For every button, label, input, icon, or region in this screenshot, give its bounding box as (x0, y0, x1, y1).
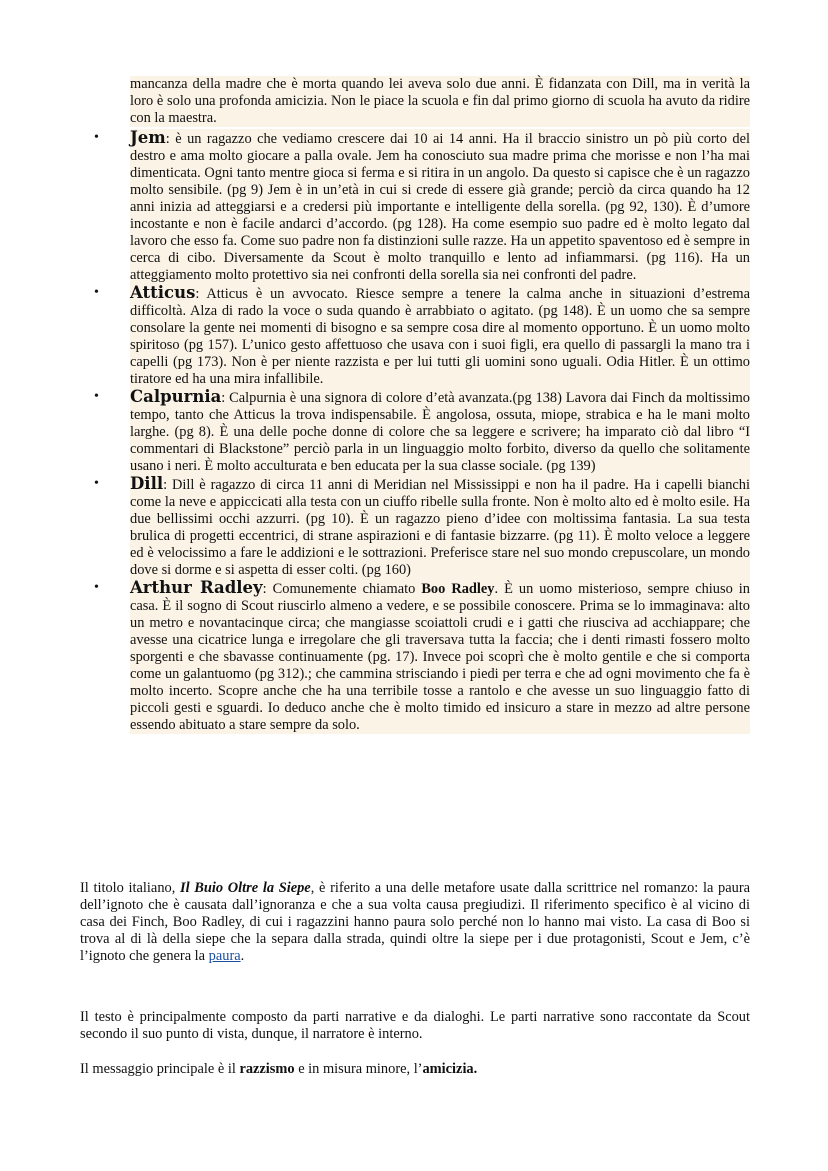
paura-link[interactable]: paura (208, 948, 241, 964)
character-description: : Calpurnia è una signora di colore d’età avanzata.(pg 138) Lavora dai Finch da moltissimo tempo, tanto che Atticus la trova indispensabile. È angolosa, ossuta, miope, strabica e ha le mani molto larghe. (pg 8). È una delle poche donne di colore che sa leggere e scrivere; ha imparato ciò dal libro “I commentari di Blackstone” perciò parla in un linguaggio molto forbito, diverso da quello che solitamente usano i neri. È molto acculturata e ben educata per la sua classe sociale. (pg 139) (130, 390, 750, 474)
character-name: Jem (130, 128, 166, 147)
bullet-icon: • (94, 580, 99, 595)
message-friendship: amicizia. (422, 1061, 478, 1077)
book-title: Il Buio Oltre la Siepe (180, 880, 311, 896)
character-description: : Dill è ragazzo di circa 11 anni di Meridian nel Mississippi e non ha il padre. Ha i capelli bianchi come la neve e appiccicati alla testa con un ciuffo ribelle sulla fronte. Non è molto alto ed è molto esile. Ha due bellissimi occhi azzurri. (pg 10). È un ragazzo pieno d’idee con moltissima fantasia. La sua testa brulica di progetti eccentrici, di strane aspirazioni e di fantasie bizzarre. (pg 11). È molto veloce a leggere ed è velocissimo a fare le addizioni e le sottrazioni. Preferisce stare nel suo mondo crepuscolare, un mondo dove si dorme e si aspetta di esser colti. (pg 160) (130, 477, 750, 578)
bullet-icon: • (94, 130, 99, 145)
title-paragraph (80, 880, 750, 965)
message-racism: razzismo (239, 1061, 295, 1077)
intro-paragraph: mancanza della madre che è morta quando lei aveva solo due anni. È fidanzata con Dill, ma in verità la loro è solo una profonda amicizia. Non le piace la scuola e fin dal primo giorno di scuola ha avuto da ridire con la maestra. (130, 76, 750, 126)
character-list (88, 129, 750, 734)
character-description: : è un ragazzo che vediamo crescere dai 10 ai 14 anni. Ha il braccio sinistro un pò più corto del destro e ama molto giocare a palla ovale. Jem ha conosciuto sua madre prima che morisse e non l’ha mai dimenticata. Ogni tanto mentre gioca si ferma e si ritira in un angolo. Da questo si capisce che è un ragazzo molto sensibile. (pg 9) Jem è in un’età in cui si crede di essere già grande; perciò da circa quando ha 12 anni inizia ad atteggiarsi e a credersi più importante e intelligente della sorella. (pg 92, 130). È d’umore incostante e non è facile andarci d’accordo. (pg 128). Ha come esempio suo padre ed è molto legato dal lavoro che esso fa. Come suo padre non fa distinzioni sulle razze. Ha un appetito spaventoso ed è sempre in cerca di cibo. Diversamente da Scout è molto tranquillo e lento ad infiammarsi. (pg 116). Ha un atteggiamento molto protettivo sia nei confronti della sorella sia nei confronti del padre. (130, 131, 750, 283)
list-item-jem (88, 129, 750, 284)
character-description-prefix: : Comunemente chiamato (262, 581, 422, 597)
title-para-end: . (240, 948, 245, 964)
character-description: . È un uomo misterioso, sempre chiuso in casa. È il sogno di Scout riuscirlo almeno a vedere, e se possibile conoscere. Prima se lo immaginava: alto un metro e novantacinque circa; che mangiasse scoiattoli crudi e i gatti che riusciva ad acchiappare; che avesse una cicatrice lunga e irregolare che gli traversava tutta la faccia; che i denti rimasti fossero molto sporgenti e che sbavasse continuamente (pg. 17). Invece poi scoprì che è molto gentile e che si comporta come un galantuomo (pg 312).; che cammina strisciando i piedi per terra e che ad ogni movimento che fa è molto incerto. Scopre anche che ha una terribile tosse a rantolo e che avesse un suo linguaggio fatto di piccoli gesti e sguardi. Io deduco anche che è molto timido ed insicuro a stare in mezzo ad altre persone essendo abituato a stare sempre da solo. (130, 581, 750, 733)
character-name: Atticus (130, 283, 196, 302)
list-item-calpurnia (88, 388, 750, 475)
bullet-icon: • (94, 389, 99, 404)
message-paragraph (80, 1061, 750, 1078)
character-alias: Boo Radley (421, 581, 495, 597)
character-name: Calpurnia (130, 387, 222, 406)
list-item-dill (88, 475, 750, 579)
character-name: Dill (130, 474, 164, 493)
narrative-paragraph: Il testo è principalmente composto da parti narrative e da dialoghi. Le parti narrative sono raccontate da Scout secondo il suo punto di vista, dunque, il narratore è interno. (80, 1009, 750, 1042)
bullet-icon: • (94, 285, 99, 300)
message-text: Il messaggio principale è il (80, 1061, 240, 1077)
title-para-text-2: , è riferito a una delle metafore usate dalla scrittrice nel romanzo: la paura dell’ignoto che è causata dall’ignoranza e che a sua volta causa pregiudizi. Il riferimento specifico è al vicino di casa dei Finch, Boo Radley, di cui i ragazzini hanno paura solo perché non lo hanno mai visto. La casa di Boo si trova al di là della siepe che la separa dalla strada, quindi oltre la siepe per i due protagonisti, Scout e Jem, c’è l’ignoto che genera la (80, 880, 750, 964)
list-item-atticus (88, 284, 750, 388)
message-text-2: e in misura minore, l’ (294, 1061, 423, 1077)
title-para-text: Il titolo italiano, (80, 880, 180, 896)
bullet-icon: • (94, 476, 99, 491)
character-description: : Atticus è un avvocato. Riesce sempre a tenere la calma anche in situazioni d’estrema difficoltà. Alza di rado la voce o suda quando è arrabbiato o agitato. (pg 148). È un uomo che sa sempre consolare la gente nei momenti di bisogno e sa sempre cosa dire al momento opportuno. È un uomo molto spiritoso (pg 157). L’unico gesto affettuoso che usava con i suoi figli, era quello di passargli la mano tra i capelli (pg 173). Non è per niente razzista e per lui tutti gli uomini sono uguali. Odia Hitler. È un ottimo tiratore ed ha una mira infallibile. (130, 286, 750, 387)
character-name: Arthur Radley (130, 578, 263, 597)
list-item-arthur-radley (88, 579, 750, 734)
